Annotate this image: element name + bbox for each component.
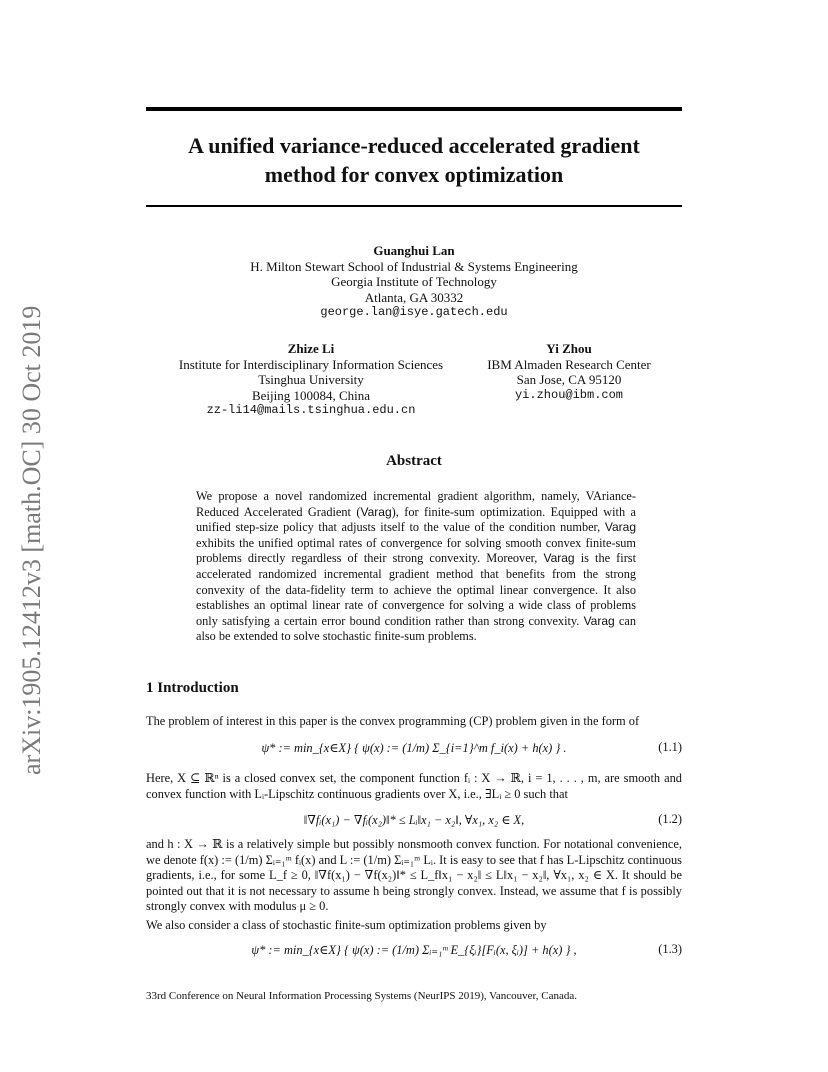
section-heading: 1 Introduction: [146, 680, 239, 696]
varag-name: Varag: [360, 504, 392, 519]
title-line-1: A unified variance-reduced accelerated gradient: [188, 133, 640, 158]
abstract-part: We propose a novel randomized incremental gradient algorithm, namely, VAriance-Reduced Accelerated Gradient (: [196, 489, 636, 519]
intro-paragraph-2: Here, X ⊆ ℝⁿ is a closed convex set, the component function fᵢ : X → ℝ, i = 1, . . . , m, are smooth and convex function with Lᵢ-Lipschitz continuous gradients over X, i.e., ∃Lᵢ ≥ 0 such that: [146, 771, 682, 801]
title-top-rule: [146, 107, 682, 111]
equation-body: ‖∇fᵢ(x₁) − ∇fᵢ(x₂)‖* ≤ Lᵢ‖x₁ − x₂‖, ∀x₁, x₂ ∈ X,: [303, 813, 525, 827]
author-affiliation: H. Milton Stewart School of Industrial & Systems Engineering: [250, 258, 578, 274]
abstract-text: [196, 489, 636, 645]
intro-paragraph-1: The problem of interest in this paper is the convex programming (CP) problem given in the form of: [146, 714, 640, 728]
author-affiliation: Atlanta, GA 30332: [364, 289, 464, 305]
author-affiliation: Tsinghua University: [258, 372, 364, 387]
author-block-li: [166, 341, 456, 419]
author-name: Zhize Li: [287, 341, 335, 356]
abstract-heading: Abstract: [386, 453, 442, 469]
title-line-2: method for convex optimization: [264, 162, 564, 187]
abstract-part: can also be extended to solve stochastic finite-sum problems.: [196, 613, 636, 644]
author-email: yi.zhou@ibm.com: [514, 387, 624, 402]
equation-1-2: [146, 812, 682, 832]
abstract-part: ), for finite-sum optimization. Equipped with a unified step-size policy that adjusts itself to the value of the condition number,: [196, 504, 636, 535]
author-block-zhou: [474, 341, 664, 403]
intro-paragraph-3: and h : X → ℝ is a relatively simple but possibly nonsmooth convex function. For notational convenience, we denote f(x) := (1/m) Σᵢ₌₁ᵐ fᵢ(x) and L := (1/m) Σᵢ₌₁ᵐ Lᵢ. It is easy to see that f has L-Lipschitz continuous gradients, i.e., for some L_f ≥ 0, ‖∇f(x₁) − ∇f(x₂)‖* ≤ L_f‖x₁ − x₂‖ ≤ L‖x₁ − x₂‖, ∀x₁, x₂ ∈ X. It should be pointed out that it is not necessary to assume h being strongly convex. Instead, we assume that f is possibly strongly convex with modulus μ ≥ 0.: [146, 837, 682, 913]
author-affiliation: Institute for Interdisciplinary Information Sciences: [178, 356, 444, 372]
title-bottom-rule: [146, 205, 682, 207]
abstract-part: exhibits the unified optimal rates of convergence for solving smooth convex finite-sum problems directly regardless of their strong convexity. Moreover,: [196, 535, 636, 566]
equation-body: ψ* := min_{x∈X} { ψ(x) := (1/m) Σ_{i=1}^m f_i(x) + h(x) } .: [261, 741, 567, 755]
conference-footer: 33rd Conference on Neural Information Processing Systems (NeurIPS 2019), Vancouver, Canada.: [146, 990, 578, 1002]
varag-name: Varag: [604, 520, 636, 535]
equation-number: (1.3): [658, 942, 682, 956]
author-name: Guanghui Lan: [373, 243, 455, 258]
author-affiliation: Georgia Institute of Technology: [331, 274, 497, 289]
varag-name: Varag: [543, 551, 575, 566]
author-name: Yi Zhou: [546, 341, 592, 356]
author-affiliation: San Jose, CA 95120: [516, 372, 622, 387]
abstract-part: is the first accelerated randomized incremental gradient method that benefits from the strong convexity of the data-fidelity term to achieve the optimal linear convergence. It also establishes an optimal linear rate of convergence for solving a wide class of problems only satisfying a certain error bound condition rather than strong convexity.: [196, 551, 636, 628]
equation-body: ψ* := min_{x∈X} { ψ(x) := (1/m) Σᵢ₌₁ᵐ E_{ξᵢ}[Fᵢ(x, ξᵢ)] + h(x) } ,: [251, 943, 577, 957]
equation-1-3: [146, 942, 682, 962]
author-block-lan: [214, 243, 614, 321]
author-affiliation: IBM Almaden Research Center: [487, 356, 651, 372]
author-email: zz-li14@mails.tsinghua.edu.cn: [206, 403, 416, 417]
equation-number: (1.1): [658, 740, 682, 754]
paper-title: [0, 131, 828, 189]
equation-1-1: [146, 740, 682, 760]
author-affiliation: Beijing 100084, China: [251, 387, 371, 403]
equation-number: (1.2): [658, 812, 682, 826]
author-email: george.lan@isye.gatech.edu: [320, 305, 508, 319]
intro-paragraph-4: We also consider a class of stochastic finite-sum optimization problems given by: [146, 918, 547, 932]
arxiv-stamp: arXiv:1905.12412v3 [math.OC] 30 Oct 2019: [17, 305, 46, 775]
varag-name: Varag: [583, 613, 615, 628]
